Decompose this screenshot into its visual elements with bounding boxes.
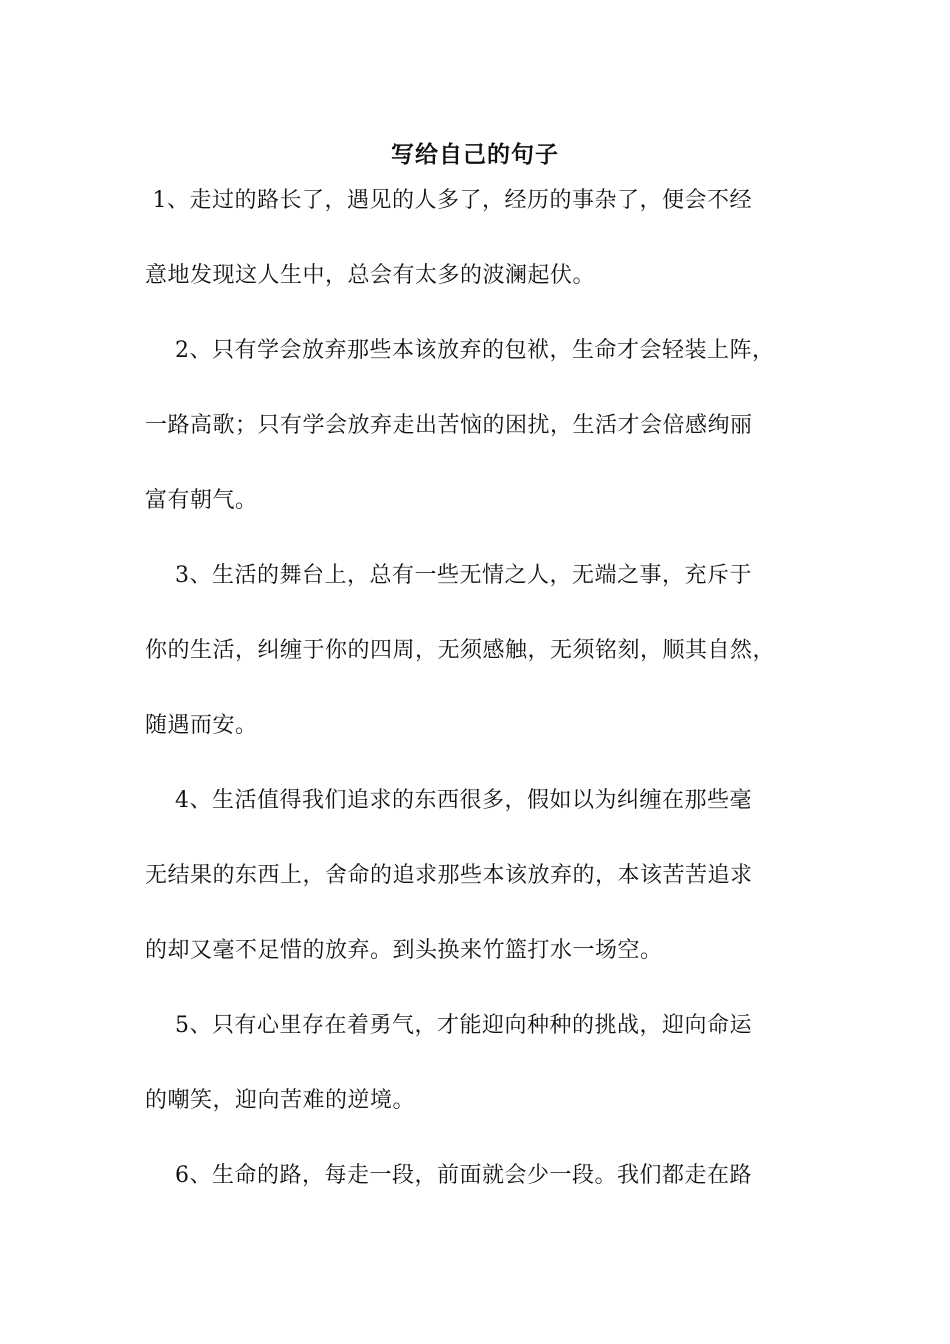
text-line: 你的生活，纠缠于你的四周，无须感触，无须铭刻，顺其自然， [145,638,776,663]
text-line: 3、生活的舞台上，总有一些无情之人，无端之事，充斥于 [145,563,752,588]
text-line: 4、生活值得我们追求的东西很多，假如以为纠缠在那些毫 [145,788,752,813]
text-line: 的嘲笑，迎向苦难的逆境。 [145,1088,416,1113]
text-line: 意地发现这人生中，总会有太多的波澜起伏。 [145,263,596,288]
text-line: 无结果的东西上，舍命的追求那些本该放弃的，本该苦苦追求 [145,863,753,888]
text-line: 富有朝气。 [145,488,258,513]
text-line: 的却又毫不足惜的放弃。到头换来竹篮打水一场空。 [145,938,663,963]
text-line: 6、生命的路，每走一段，前面就会少一段。我们都走在路 [145,1163,752,1188]
text-line: 5、只有心里存在着勇气，才能迎向种种的挑战，迎向命运 [145,1013,752,1038]
text-line: 一路高歌；只有学会放弃走出苦恼的困扰，生活才会倍感绚丽 [145,413,753,438]
text-line: 随遇而安。 [145,713,258,738]
document-title: 写给自己的句子 [391,142,559,168]
text-line: 1、走过的路长了，遇见的人多了，经历的事杂了，便会不经 [145,188,752,213]
text-line: 2、只有学会放弃那些本该放弃的包袱，生命才会轻装上阵， [145,338,775,363]
